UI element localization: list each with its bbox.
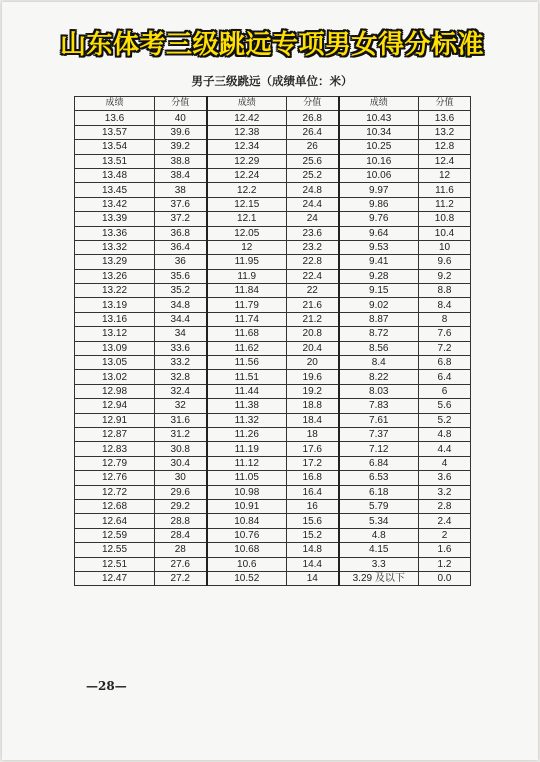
points-cell: 8.8 [419,284,471,298]
score-cell: 7.12 [339,442,419,456]
points-cell: 11.6 [419,183,471,197]
points-cell: 31.6 [155,413,207,427]
points-cell: 26.4 [287,125,339,139]
points-cell: 36.4 [155,240,207,254]
score-cell: 11.84 [207,284,287,298]
header-points: 分值 [287,97,339,111]
points-cell: 39.2 [155,140,207,154]
score-cell: 9.76 [339,212,419,226]
score-cell: 6.18 [339,485,419,499]
score-cell: 10.84 [207,514,287,528]
header-score: 成绩 [207,97,287,111]
points-cell: 6.8 [419,356,471,370]
points-cell: 23.6 [287,226,339,240]
table-row [75,442,471,456]
points-cell: 38.4 [155,168,207,182]
score-cell: 8.56 [339,341,419,355]
points-cell: 29.2 [155,499,207,513]
points-cell: 24 [287,212,339,226]
points-cell: 28 [155,543,207,557]
table-row [75,312,471,326]
points-cell: 17.2 [287,456,339,470]
points-cell: 23.2 [287,240,339,254]
score-cell: 11.05 [207,471,287,485]
table-row [75,240,471,254]
points-cell: 16 [287,499,339,513]
score-cell: 13.12 [75,327,155,341]
points-cell: 28.8 [155,514,207,528]
points-cell: 16.4 [287,485,339,499]
score-cell: 9.86 [339,197,419,211]
points-cell: 5.6 [419,399,471,413]
points-cell: 22.4 [287,269,339,283]
score-cell: 9.28 [339,269,419,283]
score-cell: 13.6 [75,111,155,125]
points-cell: 38.8 [155,154,207,168]
points-cell: 35.2 [155,284,207,298]
table-row [75,255,471,269]
score-cell: 7.83 [339,399,419,413]
header-points: 分值 [155,97,207,111]
table-row [75,557,471,571]
score-cell: 12.24 [207,168,287,182]
score-cell: 10.98 [207,485,287,499]
score-cell: 9.15 [339,284,419,298]
points-cell: 18.8 [287,399,339,413]
score-cell: 6.84 [339,456,419,470]
score-cell: 12.91 [75,413,155,427]
table-row [75,197,471,211]
points-cell: 29.6 [155,485,207,499]
score-cell: 11.19 [207,442,287,456]
score-cell: 9.97 [339,183,419,197]
points-cell: 14.8 [287,543,339,557]
table-row [75,514,471,528]
points-cell: 17.6 [287,442,339,456]
score-cell: 11.95 [207,255,287,269]
score-cell: 13.22 [75,284,155,298]
score-cell: 10.25 [339,140,419,154]
points-cell: 15.6 [287,514,339,528]
table-row [75,284,471,298]
score-cell: 12.79 [75,456,155,470]
points-cell: 27.6 [155,557,207,571]
page-number: —28— [86,679,127,693]
score-cell: 11.38 [207,399,287,413]
score-cell: 5.79 [339,499,419,513]
score-cell: 13.05 [75,356,155,370]
points-cell: 36.8 [155,226,207,240]
score-cell: 12.55 [75,543,155,557]
points-cell: 2.8 [419,499,471,513]
score-cell: 12.15 [207,197,287,211]
score-table-body [75,111,471,586]
points-cell: 10.8 [419,212,471,226]
points-cell: 10 [419,240,471,254]
score-cell: 8.72 [339,327,419,341]
score-cell: 9.41 [339,255,419,269]
score-cell: 11.56 [207,356,287,370]
points-cell: 11.2 [419,197,471,211]
points-cell: 28.4 [155,528,207,542]
points-cell: 14.4 [287,557,339,571]
score-cell: 12.98 [75,384,155,398]
points-cell: 15.2 [287,528,339,542]
points-cell: 26.8 [287,111,339,125]
points-cell: 10.4 [419,226,471,240]
score-cell: 12.38 [207,125,287,139]
score-cell: 10.68 [207,543,287,557]
points-cell: 18 [287,427,339,441]
points-cell: 34.8 [155,298,207,312]
table-row [75,456,471,470]
score-cell: 8.03 [339,384,419,398]
score-cell: 13.19 [75,298,155,312]
document-page [2,2,538,760]
table-row [75,183,471,197]
table-row [75,427,471,441]
points-cell: 31.2 [155,427,207,441]
score-cell: 13.39 [75,212,155,226]
score-cell: 10.16 [339,154,419,168]
points-cell: 25.6 [287,154,339,168]
score-cell: 5.34 [339,514,419,528]
table-row [75,140,471,154]
header-row [75,97,471,111]
points-cell: 5.2 [419,413,471,427]
score-cell: 12.29 [207,154,287,168]
points-cell: 25.2 [287,168,339,182]
table-row [75,269,471,283]
table-row [75,370,471,384]
points-cell: 20 [287,356,339,370]
points-cell: 34.4 [155,312,207,326]
points-cell: 4.4 [419,442,471,456]
score-cell: 8.4 [339,356,419,370]
score-cell: 8.22 [339,370,419,384]
points-cell: 33.2 [155,356,207,370]
score-cell: 12.47 [75,571,155,585]
points-cell: 9.2 [419,269,471,283]
table-title: 男子三级跳远（成绩单位：米） [191,74,353,88]
points-cell: 13.2 [419,125,471,139]
points-cell: 36 [155,255,207,269]
table-row [75,212,471,226]
score-cell: 13.09 [75,341,155,355]
score-cell: 9.64 [339,226,419,240]
score-cell: 13.51 [75,154,155,168]
score-cell: 12.34 [207,140,287,154]
points-cell: 2 [419,528,471,542]
points-cell: 33.6 [155,341,207,355]
table-row [75,226,471,240]
points-cell: 2.4 [419,514,471,528]
points-cell: 0.0 [419,571,471,585]
score-cell: 13.48 [75,168,155,182]
points-cell: 32 [155,399,207,413]
score-cell: 7.37 [339,427,419,441]
points-cell: 30.4 [155,456,207,470]
points-cell: 20.4 [287,341,339,355]
score-cell: 10.43 [339,111,419,125]
score-cell: 13.42 [75,197,155,211]
score-cell: 4.8 [339,528,419,542]
score-cell: 10.6 [207,557,287,571]
points-cell: 37.2 [155,212,207,226]
score-cell: 12.68 [75,499,155,513]
points-cell: 24.4 [287,197,339,211]
score-cell: 13.57 [75,125,155,139]
points-cell: 39.6 [155,125,207,139]
table-row [75,125,471,139]
score-cell: 12.1 [207,212,287,226]
score-cell: 4.15 [339,543,419,557]
table-row [75,298,471,312]
table-row [75,111,471,125]
banner-title: 山东体考三级跳远专项男女得分标准 [59,30,484,60]
score-cell: 9.53 [339,240,419,254]
points-cell: 35.6 [155,269,207,283]
points-cell: 26 [287,140,339,154]
points-cell: 37.6 [155,197,207,211]
score-cell: 13.54 [75,140,155,154]
points-cell: 12 [419,168,471,182]
table-row [75,341,471,355]
table-row [75,499,471,513]
score-cell: 13.32 [75,240,155,254]
points-cell: 16.8 [287,471,339,485]
score-cell: 11.32 [207,413,287,427]
score-cell: 12.76 [75,471,155,485]
table-row [75,413,471,427]
score-cell: 3.29 及以下 [339,571,419,585]
points-cell: 4 [419,456,471,470]
score-cell: 13.16 [75,312,155,326]
score-cell: 11.62 [207,341,287,355]
header-score: 成绩 [339,97,419,111]
score-cell: 11.74 [207,312,287,326]
header-score: 成绩 [75,97,155,111]
score-cell: 11.79 [207,298,287,312]
score-table [74,96,471,586]
score-cell: 10.06 [339,168,419,182]
score-cell: 12.64 [75,514,155,528]
points-cell: 3.6 [419,471,471,485]
points-cell: 4.8 [419,427,471,441]
points-cell: 30 [155,471,207,485]
points-cell: 9.6 [419,255,471,269]
points-cell: 30.8 [155,442,207,456]
table-row [75,528,471,542]
points-cell: 22 [287,284,339,298]
points-cell: 6.4 [419,370,471,384]
score-cell: 10.91 [207,499,287,513]
score-cell: 11.68 [207,327,287,341]
points-cell: 24.8 [287,183,339,197]
points-cell: 1.6 [419,543,471,557]
score-cell: 12.2 [207,183,287,197]
table-row [75,471,471,485]
table-row [75,384,471,398]
points-cell: 40 [155,111,207,125]
score-cell: 11.26 [207,427,287,441]
points-cell: 19.2 [287,384,339,398]
points-cell: 32.4 [155,384,207,398]
score-cell: 13.26 [75,269,155,283]
table-row [75,154,471,168]
score-cell: 12.59 [75,528,155,542]
points-cell: 20.8 [287,327,339,341]
score-cell: 10.76 [207,528,287,542]
score-cell: 13.29 [75,255,155,269]
points-cell: 34 [155,327,207,341]
table-row [75,327,471,341]
score-cell: 8.87 [339,312,419,326]
table-row [75,356,471,370]
score-cell: 3.3 [339,557,419,571]
table-row [75,571,471,585]
points-cell: 8.4 [419,298,471,312]
points-cell: 13.6 [419,111,471,125]
table-row [75,399,471,413]
table-row [75,168,471,182]
header-points: 分值 [419,97,471,111]
points-cell: 7.2 [419,341,471,355]
score-cell: 12 [207,240,287,254]
score-cell: 13.02 [75,370,155,384]
score-cell: 12.42 [207,111,287,125]
score-cell: 11.44 [207,384,287,398]
points-cell: 12.8 [419,140,471,154]
score-cell: 11.12 [207,456,287,470]
score-cell: 6.53 [339,471,419,485]
points-cell: 6 [419,384,471,398]
points-cell: 21.6 [287,298,339,312]
score-cell: 11.51 [207,370,287,384]
score-cell: 10.34 [339,125,419,139]
points-cell: 14 [287,571,339,585]
score-cell: 13.45 [75,183,155,197]
score-cell: 10.52 [207,571,287,585]
score-cell: 12.94 [75,399,155,413]
score-cell: 12.72 [75,485,155,499]
points-cell: 38 [155,183,207,197]
table-row [75,543,471,557]
points-cell: 7.6 [419,327,471,341]
points-cell: 12.4 [419,154,471,168]
score-cell: 13.36 [75,226,155,240]
points-cell: 3.2 [419,485,471,499]
score-cell: 12.51 [75,557,155,571]
score-cell: 12.83 [75,442,155,456]
points-cell: 32.8 [155,370,207,384]
points-cell: 1.2 [419,557,471,571]
points-cell: 22.8 [287,255,339,269]
points-cell: 21.2 [287,312,339,326]
points-cell: 8 [419,312,471,326]
points-cell: 18.4 [287,413,339,427]
score-cell: 9.02 [339,298,419,312]
points-cell: 19.6 [287,370,339,384]
table-row [75,485,471,499]
score-cell: 12.05 [207,226,287,240]
points-cell: 27.2 [155,571,207,585]
score-cell: 12.87 [75,427,155,441]
score-cell: 7.61 [339,413,419,427]
score-cell: 11.9 [207,269,287,283]
